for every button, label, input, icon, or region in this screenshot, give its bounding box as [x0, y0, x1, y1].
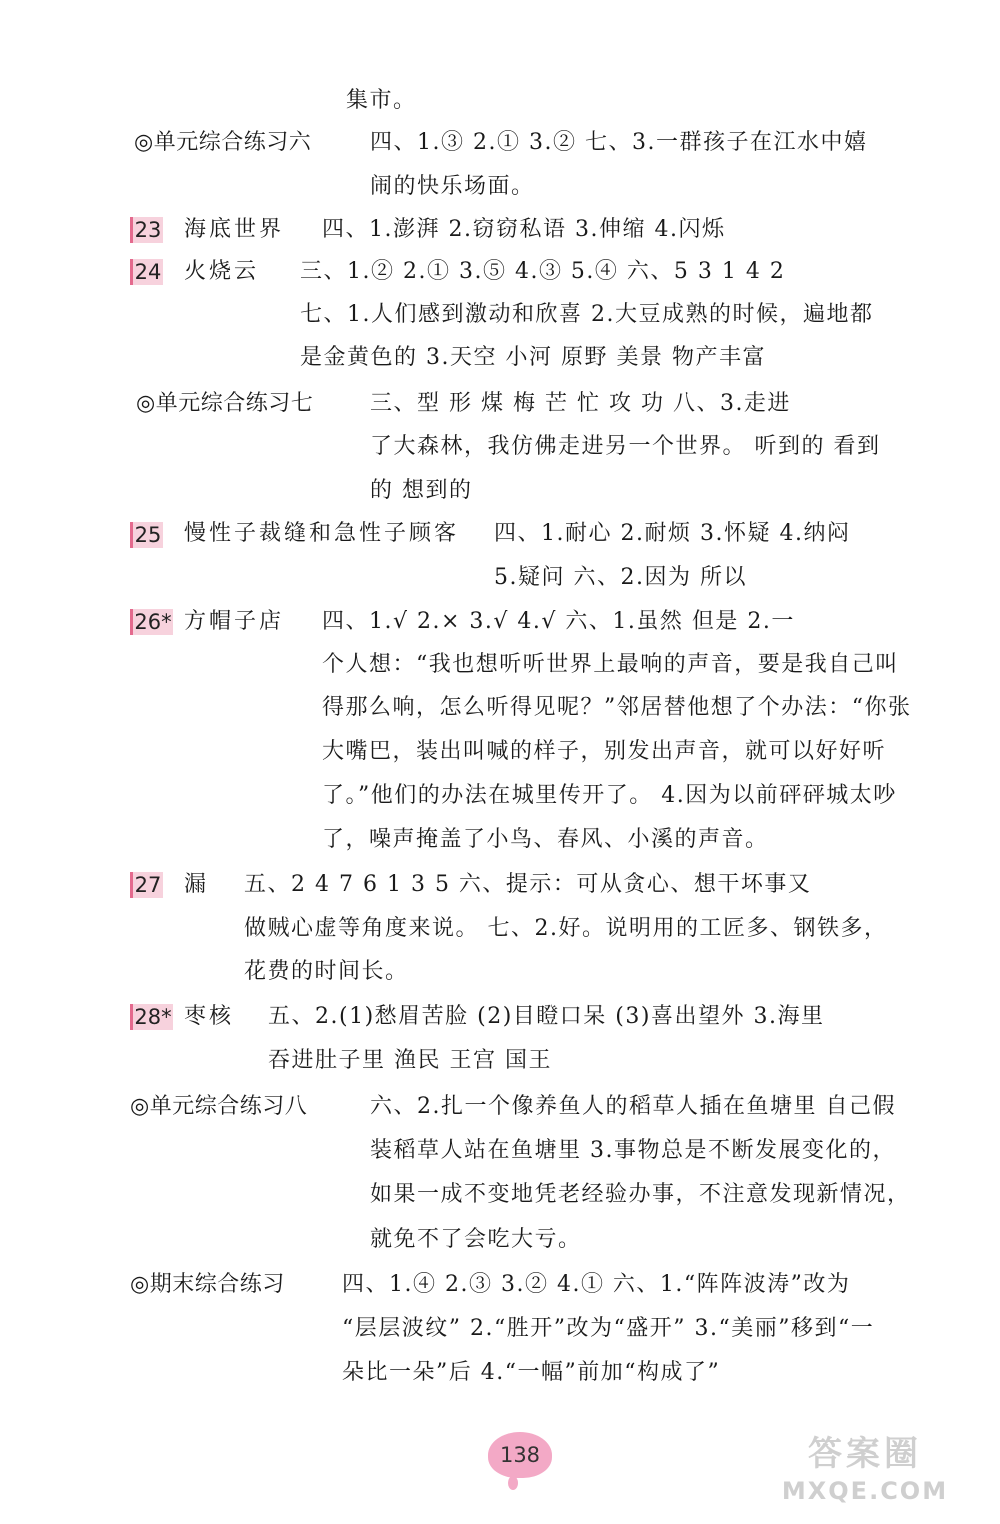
answer-line: 得那么响，怎么听得见呢？”邻居替他想了个办法：“你张	[322, 695, 912, 720]
answer-line: 就免不了会吃大亏。	[370, 1227, 582, 1252]
lesson-title: 漏	[184, 872, 210, 897]
answer-line: 吞进肚子里 渔民 王宫 国王	[268, 1048, 552, 1073]
answer-line: 五、2 4 7 6 1 3 5 六、提示：可从贪心、想干坏事又	[244, 872, 812, 897]
lesson-number-badge: 25	[130, 522, 163, 548]
answer-line: 四、1.澎湃 2.窃窃私语 3.伸缩 4.闪烁	[322, 217, 726, 242]
answer-line: 三、1.② 2.① 3.⑤ 4.③ 5.④ 六、5 3 1 4 2	[300, 259, 786, 284]
answer-line: 做贼心虚等角度来说。 七、2.好。说明用的工匠多、钢铁多，	[244, 916, 888, 941]
section-title: ◎单元综合练习六	[134, 130, 312, 155]
watermark	[760, 1432, 970, 1510]
answer-line: 的 想到的	[370, 478, 473, 503]
lesson-number-badge: 23	[130, 217, 163, 243]
lesson-title: 火烧云	[184, 259, 260, 284]
answer-line: 大嘴巴，装出叫喊的样子，别发出声音，就可以好好听	[322, 739, 887, 764]
answer-line: 四、1.③ 2.① 3.② 七、3.一群孩子在江水中嬉	[370, 130, 868, 155]
answer-line: 四、1.√ 2.× 3.√ 4.√ 六、1.虽然 但是 2.一	[322, 609, 795, 634]
lesson-number-badge: 27	[130, 872, 163, 898]
lesson-title: 方帽子店	[184, 609, 285, 634]
lesson-number-badge: 28*	[130, 1004, 173, 1030]
answer-line: 是金黄色的 3.天空 小河 原野 美景 物产丰富	[300, 345, 766, 370]
watermark-url: MXQE.COM	[781, 1477, 949, 1505]
page-number: 138	[488, 1432, 552, 1478]
answer-line: 装稻草人站在鱼塘里 3.事物总是不断发展变化的，	[370, 1138, 896, 1163]
answer-line: 六、2.扎一个像养鱼人的稻草人插在鱼塘里 自己假	[370, 1094, 896, 1119]
answer-line: 四、1.耐心 2.耐烦 3.怀疑 4.纳闷	[494, 521, 851, 546]
answer-line: 花费的时间长。	[244, 959, 409, 984]
answer-line: “层层波纹” 2.“胜开”改为“盛开” 3.“美丽”移到“一	[342, 1316, 875, 1341]
answer-line: 了，噪声掩盖了小鸟、春风、小溪的声音。	[322, 827, 769, 852]
watermark-logo: 答案圈	[808, 1434, 922, 1474]
lesson-title: 慢性子裁缝和急性子顾客	[184, 521, 460, 546]
lesson-title: 海底世界	[184, 217, 285, 242]
answer-line: 如果一成不变地凭老经验办事，不注意发现新情况，	[370, 1182, 911, 1207]
answer-line: 了。”他们的办法在城里传开了。 4.因为以前砰砰城太吵	[322, 783, 897, 808]
lesson-title: 枣核	[184, 1004, 235, 1029]
answer-line: 三、型 形 煤 梅 芒 忙 攻 功 八、3.走进	[370, 391, 791, 416]
answer-line: 四、1.④ 2.③ 3.② 4.① 六、1.“阵阵波涛”改为	[342, 1272, 851, 1297]
answer-line: 朵比一朵”后 4.“一幅”前加“构成了”	[342, 1360, 721, 1385]
answer-line: 5.疑问 六、2.因为 所以	[494, 565, 747, 590]
answer-line: 个人想：“我也想听听世界上最响的声音，要是我自己叫	[322, 652, 899, 677]
section-title: ◎单元综合练习七	[136, 391, 314, 416]
section-title: ◎期末综合练习	[130, 1272, 285, 1297]
section-title: ◎单元综合练习八	[130, 1094, 308, 1119]
answer-line: 五、2.(1)愁眉苦脸 (2)目瞪口呆 (3)喜出望外 3.海里	[268, 1004, 825, 1029]
answer-line: 集市。	[346, 88, 417, 113]
lesson-number-badge: 26*	[130, 609, 173, 635]
answer-line: 七、1.人们感到激动和欣喜 2.大豆成熟的时候，遍地都	[300, 302, 874, 327]
answer-line: 闹的快乐场面。	[370, 174, 535, 199]
lesson-number-badge: 24	[130, 259, 163, 285]
answer-line: 了大森林，我仿佛走进另一个世界。 听到的 看到	[370, 434, 881, 459]
